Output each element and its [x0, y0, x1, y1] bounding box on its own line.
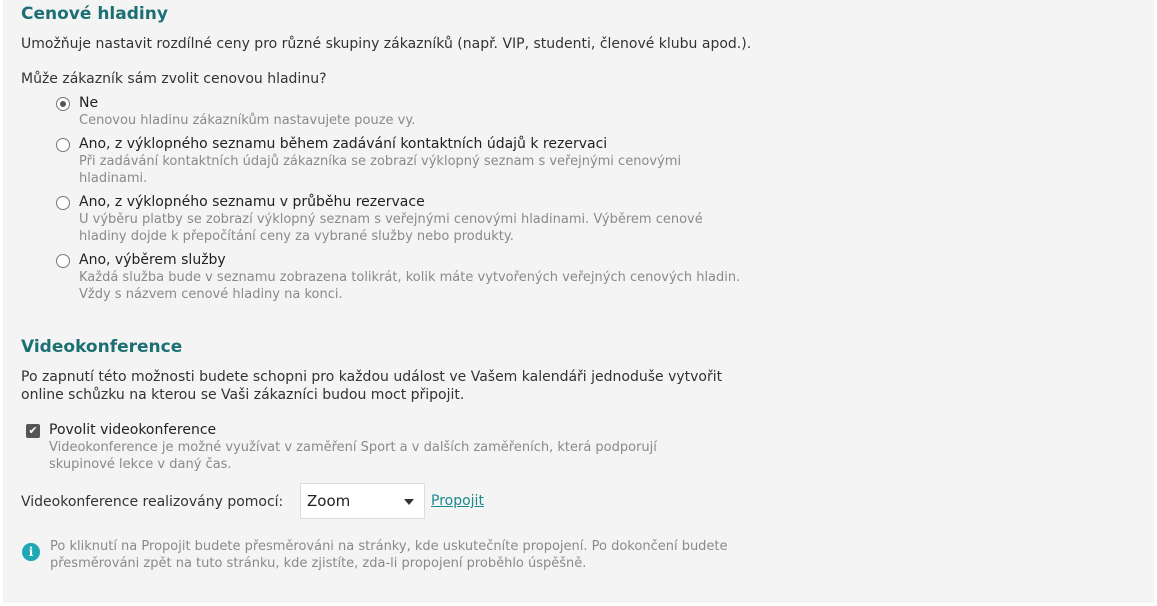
price-levels-description: Umožňuje nastavit rozdílné ceny pro různé skupiny zákazníků (např. VIP, studenti, členové klubu apod.). [21, 36, 752, 52]
option-label: Ano, z výklopného seznamu během zadávání kontaktních údajů k rezervaci [79, 136, 608, 152]
radio-contact-dropdown[interactable] [56, 138, 70, 152]
videoconference-description: Po zapnutí této možnosti budete schopni pro každou událost ve Vašem kalendáři jednoduše vytvořit online schůzku na kterou se Vaši zákazníci budou moct připojit. [21, 369, 723, 403]
option-label: Ano, výběrem služby [79, 252, 226, 268]
price-level-option-contact-dropdown[interactable] [3, 138, 763, 190]
provider-label: Videokonference realizovány pomocí: [21, 494, 284, 510]
enable-videoconference-option[interactable] [3, 424, 763, 476]
price-level-option-no[interactable] [3, 97, 763, 133]
price-level-option-reservation-dropdown[interactable] [3, 196, 763, 248]
info-icon: i [22, 543, 40, 561]
enable-videoconference-description: Videokonference je možné využívat v zaměření Sport a v dalších zaměřeních, která podporují skupinové lekce v daný čas. [49, 440, 657, 472]
price-level-question: Může zákazník sám zvolit cenovou hladinu? [21, 71, 327, 87]
radio-service[interactable] [56, 254, 70, 268]
radio-no[interactable] [56, 97, 70, 111]
option-description: Cenovou hladinu zákazníkům nastavujete pouze vy. [79, 113, 416, 128]
settings-panel [3, 0, 1154, 603]
provider-select[interactable] [300, 483, 425, 519]
option-description: Při zadávání kontaktních údajů zákazníka se zobrazí výklopný seznam s veřejnými cenovými hladinami. [79, 154, 682, 186]
option-description: U výběru platby se zobrazí výklopný seznam s veřejnými cenovými hladinami. Výběrem cenové hladiny dojde k přepočítání ceny za vybrané služby nebo produkty. [79, 212, 703, 244]
radio-reservation-dropdown[interactable] [56, 196, 70, 210]
option-label: Ano, z výklopného seznamu v průběhu rezervace [79, 194, 425, 210]
option-label: Ne [79, 95, 99, 111]
chevron-down-icon [404, 499, 414, 505]
videoconference-section [21, 335, 781, 404]
price-levels-section [21, 2, 1141, 53]
option-description: Každá služba bude v seznamu zobrazena tolikrát, kolik máte vytvořených veřejných cenových hladin. Vždy s názvem cenové hladiny na konci. [79, 270, 741, 302]
provider-select-value: Zoom [307, 492, 351, 510]
checkmark-icon[interactable]: ✔ [26, 424, 40, 438]
enable-videoconference-label: Povolit videokonference [49, 422, 217, 438]
videoconference-title: Videokonference [21, 337, 183, 357]
info-text: Po kliknutí na Propojit budete přesměrováni na stránky, kde uskutečníte propojení. Po dokončení budete přesměrováni zpět na tuto stránku, kde zjistíte, zda-li propojení proběhlo úspěšně. [50, 539, 728, 571]
price-levels-title: Cenové hladiny [21, 4, 168, 24]
price-level-option-service[interactable] [3, 254, 763, 306]
connect-link[interactable]: Propojit [431, 493, 484, 509]
